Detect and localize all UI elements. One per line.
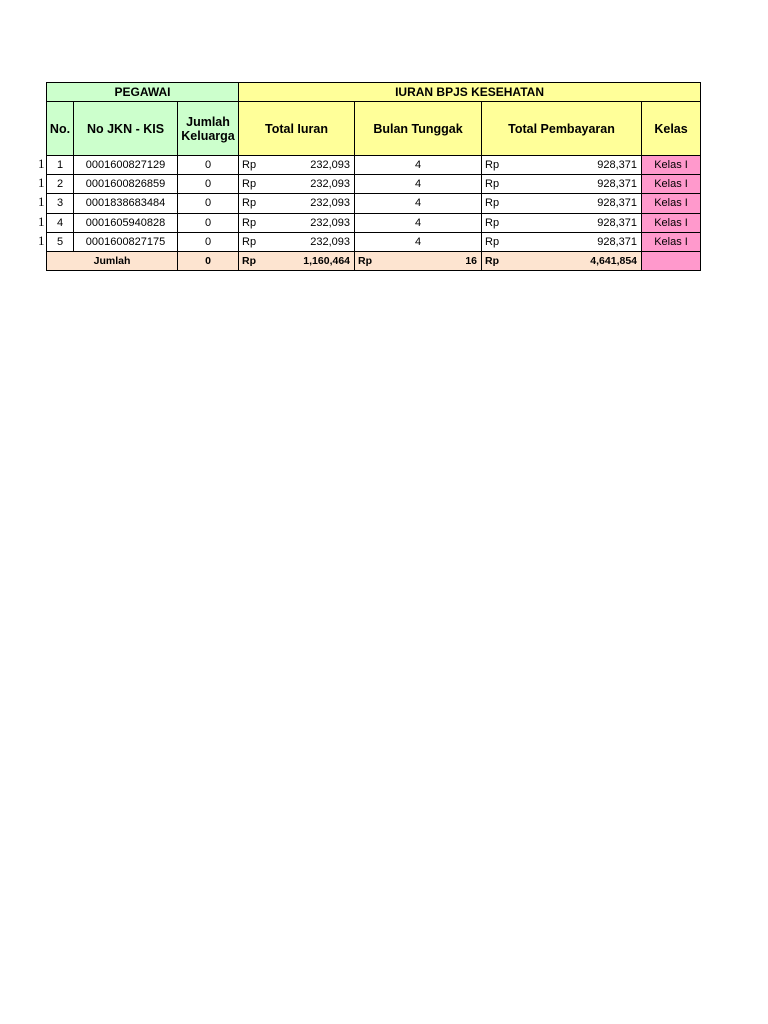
cell-keluarga[interactable]: 0 [178,175,239,194]
total-pembayaran [482,251,642,270]
cell-total-iuran[interactable] [239,175,355,194]
row-marker: 1 [38,175,45,191]
amount: 4,641,854 [590,254,638,267]
cell-total-pembayaran[interactable] [482,194,642,213]
amount: 928,371 [597,178,638,191]
cell-kelas[interactable]: Kelas I [642,194,701,213]
amount: 1,160,464 [303,254,351,267]
currency-label: Rp [485,254,500,267]
table-row[interactable] [47,213,701,232]
amount: 928,371 [597,159,638,172]
currency-label: Rp [242,159,257,172]
currency-label: Rp [485,216,500,229]
cell-jkn[interactable]: 0001600826859 [74,175,178,194]
group-header-row [47,83,701,102]
header-total-pembayaran: Total Pembayaran [482,102,642,156]
cell-no[interactable]: 5 [47,232,74,251]
cell-no[interactable]: 4 [47,213,74,232]
cell-bulan-tunggak[interactable]: 4 [355,156,482,175]
cell-total-pembayaran[interactable] [482,232,642,251]
cell-total-iuran[interactable] [239,194,355,213]
currency-label: Rp [242,178,257,191]
amount: 16 [465,254,478,267]
total-keluarga: 0 [178,251,239,270]
cell-no[interactable]: 2 [47,175,74,194]
row-marker: 1 [38,194,45,210]
table-row[interactable] [47,194,701,213]
currency-label: Rp [485,197,500,210]
cell-total-pembayaran[interactable] [482,213,642,232]
cell-kelas[interactable]: Kelas I [642,156,701,175]
header-no-jkn: No JKN - KIS [74,102,178,156]
cell-total-pembayaran[interactable] [482,175,642,194]
cell-kelas[interactable]: Kelas I [642,175,701,194]
header-no: No. [47,102,74,156]
cell-jkn[interactable]: 0001600827129 [74,156,178,175]
amount: 928,371 [597,197,638,210]
amount: 232,093 [310,178,351,191]
row-marker: 1 [38,156,45,171]
cell-kelas[interactable]: Kelas I [642,213,701,232]
total-kelas [642,251,701,270]
total-label: Jumlah [47,251,178,270]
cell-kelas[interactable]: Kelas I [642,232,701,251]
total-bulan-tunggak [355,251,482,270]
cell-total-iuran[interactable] [239,156,355,175]
iuran-group-header: IURAN BPJS KESEHATAN [239,83,701,102]
cell-no[interactable]: 1 [47,156,74,175]
table-row[interactable] [47,156,701,175]
row-marker: 1 [38,232,45,248]
amount: 928,371 [597,235,638,248]
total-iuran [239,251,355,270]
currency-label: Rp [242,216,257,229]
currency-label: Rp [242,254,257,267]
currency-label: Rp [485,178,500,191]
header-total-iuran: Total Iuran [239,102,355,156]
cell-bulan-tunggak[interactable]: 4 [355,232,482,251]
cell-bulan-tunggak[interactable]: 4 [355,194,482,213]
amount: 232,093 [310,159,351,172]
total-row [47,251,701,270]
cell-keluarga[interactable]: 0 [178,213,239,232]
amount: 232,093 [310,235,351,248]
amount: 232,093 [310,197,351,210]
currency-label: Rp [485,235,500,248]
row-markers [38,154,46,250]
cell-keluarga[interactable]: 0 [178,232,239,251]
amount: 232,093 [310,216,351,229]
cell-keluarga[interactable]: 0 [178,156,239,175]
column-header-row [47,102,701,156]
currency-label: Rp [358,254,373,267]
currency-label: Rp [242,235,257,248]
cell-no[interactable]: 3 [47,194,74,213]
currency-label: Rp [485,159,500,172]
bpjs-contribution-table [46,82,701,271]
cell-jkn[interactable]: 0001605940828 [74,213,178,232]
cell-total-pembayaran[interactable] [482,156,642,175]
row-marker: 1 [38,213,45,229]
currency-label: Rp [242,197,257,210]
header-kelas: Kelas [642,102,701,156]
header-bulan-tunggak: Bulan Tunggak [355,102,482,156]
cell-bulan-tunggak[interactable]: 4 [355,213,482,232]
table-row[interactable] [47,175,701,194]
cell-jkn[interactable]: 0001838683484 [74,194,178,213]
pegawai-group-header: PEGAWAI [47,83,239,102]
amount: 928,371 [597,216,638,229]
cell-keluarga[interactable]: 0 [178,194,239,213]
cell-jkn[interactable]: 0001600827175 [74,232,178,251]
header-jumlah-keluarga: Jumlah Keluarga [178,102,239,156]
cell-bulan-tunggak[interactable]: 4 [355,175,482,194]
cell-total-iuran[interactable] [239,232,355,251]
table-row[interactable] [47,232,701,251]
cell-total-iuran[interactable] [239,213,355,232]
